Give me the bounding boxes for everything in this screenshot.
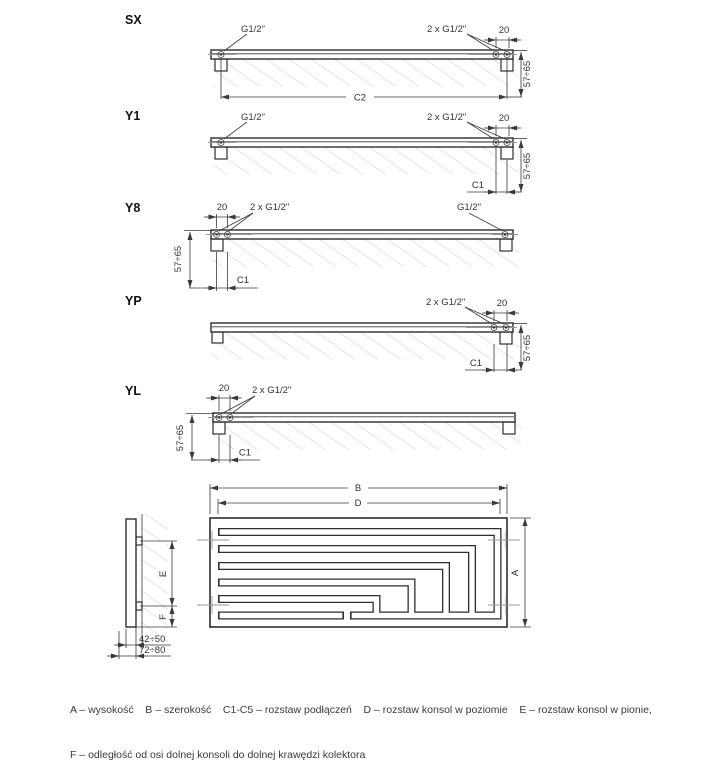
radiator-top-view	[213, 413, 515, 422]
legend-line-2: F – odległość od osi dolnej konsoli do dolnej krawędzi kolektora	[70, 749, 366, 761]
legend	[70, 673, 710, 778]
radiator-top-view	[211, 230, 513, 239]
right-connection-label: 2 x G1/2"	[427, 24, 467, 35]
wall-distance-dim: 57÷65	[173, 245, 184, 273]
serpentine-tube	[218, 532, 498, 616]
right-connection-label: 2 x G1/2"	[427, 112, 467, 123]
wall-hatch	[213, 60, 519, 87]
bracket-icon	[212, 332, 223, 343]
section-y8	[125, 201, 519, 291]
offset-dim: 20	[496, 298, 508, 309]
wall-distance-dim: 57÷65	[175, 424, 186, 452]
bracket-horizontal-dim: D	[354, 498, 362, 509]
section-label: SX	[125, 13, 142, 27]
wall-hatch	[142, 514, 168, 649]
width-dim: C2	[353, 92, 367, 104]
bracket-icon	[215, 147, 227, 159]
bracket-icon	[211, 239, 223, 251]
left-connection-label: 2 x G1/2"	[250, 202, 290, 213]
offset-dim: 20	[498, 25, 510, 36]
depth-dim-1: 42÷50	[139, 634, 166, 645]
wall-distance-dim: 57÷65	[522, 334, 533, 362]
bracket-icon	[213, 422, 225, 434]
front-view	[197, 480, 531, 627]
legend-line-1: A – wysokość B – szerokość C1-C5 – rozstaw podłączeń D – rozstaw konsol w poziomie E – rozstaw konsol w pionie,	[70, 704, 652, 716]
section-y1	[125, 109, 533, 194]
wall-hatch	[213, 148, 519, 175]
section-label: Y1	[125, 109, 141, 123]
width-dim: B	[354, 483, 362, 494]
wall-hatch	[215, 423, 521, 450]
section-yl	[125, 383, 521, 463]
bracket-icon	[500, 332, 512, 344]
wall-distance-dim: 57÷65	[522, 152, 533, 180]
left-connection-label: 2 x G1/2"	[252, 385, 292, 396]
wall-hatch	[211, 333, 519, 360]
section-yp	[125, 294, 533, 372]
radiator-top-view	[211, 138, 513, 147]
side-view	[107, 514, 177, 659]
wall-distance-dim: 57÷65	[522, 60, 533, 88]
left-connection-label: G1/2"	[241, 112, 265, 123]
conn-spacing-dim: C1	[238, 447, 252, 459]
bracket-vertical-dim: E	[158, 570, 169, 578]
radiator-top-view	[211, 50, 513, 59]
left-connection-label: G1/2"	[241, 24, 265, 35]
bottom-offset-dim: F	[158, 614, 169, 620]
section-label: YL	[125, 384, 141, 398]
right-connection-label: G1/2"	[457, 202, 481, 213]
conn-spacing-dim: C1	[471, 180, 485, 191]
bracket-icon	[503, 422, 515, 434]
conn-spacing-dim: C1	[469, 358, 483, 369]
conn-spacing-dim: C1	[236, 275, 250, 286]
section-sx	[125, 13, 533, 104]
wall-hatch	[213, 240, 519, 267]
offset-dim: 20	[498, 113, 510, 124]
offset-dim: 20	[216, 202, 228, 213]
height-dim: A	[510, 569, 521, 577]
section-label: Y8	[125, 201, 141, 215]
right-connection-label: 2 x G1/2"	[426, 297, 466, 308]
bracket-icon	[500, 239, 512, 251]
bracket-icon	[501, 147, 513, 159]
depth-dim-2: 72÷80	[139, 645, 166, 656]
radiator-side-profile	[126, 519, 136, 627]
section-label: YP	[125, 294, 142, 308]
offset-dim: 20	[218, 383, 230, 394]
